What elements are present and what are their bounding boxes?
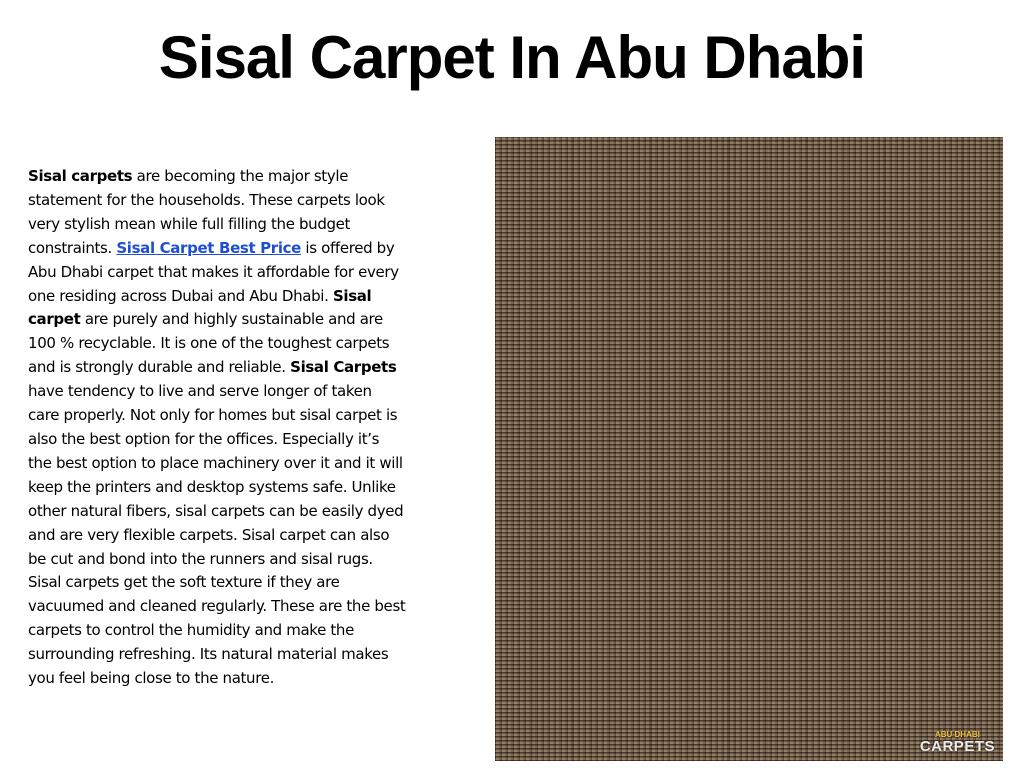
bold-sisal-carpets: Sisal carpets bbox=[28, 167, 133, 185]
body-paragraph bbox=[28, 165, 406, 691]
slide-title: Sisal Carpet In Abu Dhabi bbox=[158, 24, 866, 91]
abu-dhabi-carpets-watermark bbox=[920, 730, 995, 755]
sisal-carpet-best-price-link[interactable]: Sisal Carpet Best Price bbox=[116, 238, 302, 257]
bold-sisal-carpets-2: Sisal Carpets bbox=[290, 358, 397, 377]
body-text-segment: are purely and highly sustainable and are 100 % recyclable. It is one of the toughest carpets and is strongly durable and reliable. bbox=[28, 310, 390, 377]
body-text-segment: are becoming the major style statement for the households. These carpets look very stylish mean while full filling the budget constraints. bbox=[28, 167, 385, 257]
watermark-top-text: ABU DHABI bbox=[934, 730, 980, 739]
bold-sisal-carpet: Sisal carpet bbox=[28, 286, 372, 329]
body-text-segment: have tendency to live and serve longer of taken care properly. Not only for homes but sisal carpet is also the best option for the offices. Especially it’s the best option to place machinery over it and it will keep the printers and desktop systems safe. Unlike other natural fibers, sisal carpets can be easily dyed and are very flexible carpets. Sisal carpet can also be cut and bond into the runners and sisal rugs. Sisal carpets get the soft texture if they are vacuumed and cleaned regularly. These are the best carpets to control the humidity and make the surrounding refreshing. Its natural material makes you feel being close to the nature. bbox=[28, 382, 406, 688]
sisal-carpet-texture-image bbox=[495, 137, 1003, 761]
watermark-bottom-text: CARPETS bbox=[919, 738, 995, 755]
body-text-segment: is offered by Abu Dhabi carpet that makes it affordable for every one residing across Dubai and Abu Dhabi. bbox=[28, 238, 399, 305]
